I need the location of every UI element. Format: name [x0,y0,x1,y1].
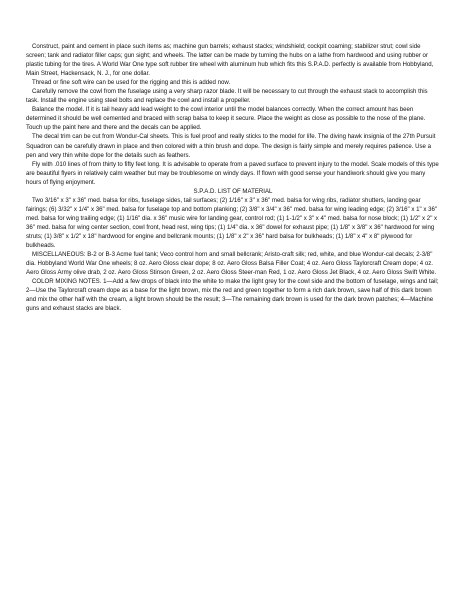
material-list-heading: S.P.A.D. LIST OF MATERIAL [193,187,273,195]
paragraph-miscellaneous: MISCELLANEOUS: B-2 or B-3 Acme fuel tank; Veco control horn and small bellcrank; Aristo-craft silk; red, white, and blue Wondur-cal decals; 2-3/8" dia. Hobbyland World War One wheels; 8 oz. Aero Gloss clear dope; 8 oz. Aero Gloss Balsa Filler Coat; 4 oz. Aero Gloss Taylorcraft Cream dope; 4 oz. Aero Gloss Army olive drab, 2 oz. Aero Gloss Stinson Green, 2 oz. Aero Gloss Steer-man Red, 1 oz. Aero Gloss Jet Black, 4 oz. Aero Gloss Swift White. [26,251,437,277]
paragraph-flying: Fly with .010 lines of from thirty to fifty feet long. It is advisable to operate from a paved surface to prevent injury to the model. Scale models of this type are beautiful flyers in relatively calm weather but may be troublesome on windy days. If flown with good sense your handiwork should give you many hours of flying enjoyment. [26,160,439,186]
paragraph-cowl: Carefully remove the cowl from the fuselage using a very sharp razor blade. It will be necessary to cut through the exhaust stack to accomplish this task. Install the engine using steel bolts and replace the cowl and install a propeller. [26,88,428,105]
paragraph-material-list: Two 3/16" x 3" x 36" med. balsa for ribs, fuselage sides, tail surfaces; (2) 1/16" x 3" x 36" med. balsa for wing ribs, radiator shutters, landing gear fairings; (6) 3/32" x 1/4" x 36" med. balsa for fuselage top and bottom planking; (2) 3/8" x 3/4" x 36" med. balsa for wing leading edge; (2) 3/16" x 1" x 36" med. balsa for wing trailing edge; (1) 1/16" dia. x 36" music wire for landing gear, control rod; (1) 1-1/2" x 3" x 4" med. balsa for nose block; (1) 1/2" x 2" x 36" med. balsa for wing center section, cowl front, head rest, wing tips; (1) 1/4" dia. x 36" dowel for exhaust pipe; (1) 1/8" x 3/8" x 36" hardwood for wing struts; (1) 3/8" x 1/2" x 18" hardwood for engine and bellcrank mounts; (1) 1/8" x 2" x 36" hard balsa for bulkheads; (1) 1/8" x 4" x 8" plywood for bulkheads. [26,196,438,250]
paragraph-decal: The decal trim can be cut from Wondur-Cal sheets. This is fuel proof and really sticks to the model for life. The diving hawk insignia of the 27th Pursuit Squadron can be carefully drawn in place and then colored with a thin brush and dope. The design is fairly simple and merely requires patience. Use a pen and very thin white dope for the details such as feathers. [26,133,436,159]
document-page [26,42,440,313]
paragraph-construct: Construct, paint and cement in place such items as; machine gun barrels; exhaust stacks; windshield; cockpit coaming; stabilizer strut; cowl side screen; tank and radiator filler caps; gun sight; and wheels. The latter can be made by turning the hubs on a lathe from hardwood and using rubber or plastic tubing for the tires. A World War One type soft rubber tire wheel with aluminum hub which fits this S.P.A.D. perfectly is available from Hobbyland, Main Street, Hackensack, N. J., for one dollar. [26,43,434,78]
paragraph-color-mixing: COLOR MIXING NOTES. 1—Add a few drops of black into the white to make the light grey for the cowl side and the bottom of fuselage, wings and tail; 2—Use the Taylorcraft cream dope as a base for the light brown, mix the red and green together to form a rich dark brown, save half of this dark brown and mix the other half with the cream, a light brown should be the result; 3—The remaining dark brown is used for the dark brown patches; 4—Machine guns and exhaust stacks are black. [26,278,439,313]
paragraph-rigging: Thread or fine soft wire can be used for the rigging and this is added now. [32,79,231,87]
paragraph-balance: Balance the model. If it is tail heavy add lead weight to the cowl interior until the model balances correctly. When the correct amount has been determined it should be well cemented and braced with scrap balsa to keep it secure. Place the weight as close as possible to the nose of the plane. Touch up the paint here and there and the decals can be applied. [26,106,426,132]
